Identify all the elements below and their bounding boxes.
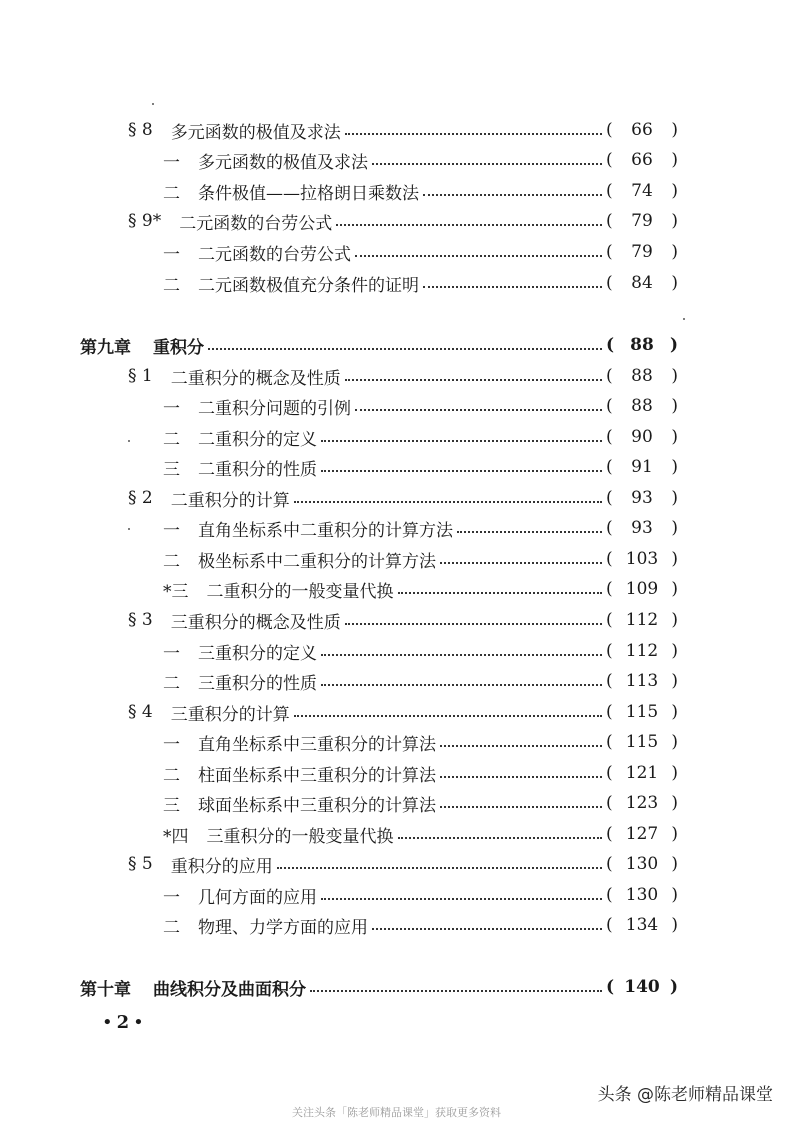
close-paren: ) [671,396,678,416]
toc-page-ref [606,181,678,201]
open-paren: ( [606,211,613,231]
toc-page-number: 130 [625,885,659,905]
dot-leader [372,163,602,165]
toc-title: 二重积分的概念及性质 [170,368,341,389]
toc-page-ref [606,427,678,447]
toc-title: 二重积分的性质 [198,459,317,480]
toc-title: 二重积分问题的引例 [198,398,351,419]
toc-number: 第十章 [80,979,131,1000]
bottom-note: 关注头条「陈老师精品课堂」获取更多资料 [292,1106,501,1119]
toc-chapter [80,330,678,360]
toc-page-ref [606,335,678,355]
close-paren: ) [671,579,678,599]
toc-section [128,605,678,635]
toc-number: § 9* [128,211,162,231]
toc-page-number: 90 [631,427,653,447]
toc-title: 二元函数的台劳公式 [198,244,351,265]
open-paren: ( [606,427,613,447]
toc-subsection [163,391,678,421]
toc-subsection [163,910,678,940]
close-paren: ) [671,488,678,508]
toc-title: 三重积分的概念及性质 [170,612,341,633]
toc-page-ref [606,671,678,691]
toc-page-ref [606,242,678,262]
toc-subsection [163,513,678,543]
open-paren: ( [606,120,613,140]
toc-number: 第九章 [80,337,131,358]
toc-page-number: 109 [625,579,659,599]
toc-page-number: 123 [625,793,659,813]
dot-leader [372,928,602,930]
toc-number: § 1 [128,366,153,386]
toc-page-ref [606,915,678,935]
close-paren: ) [671,211,678,231]
page-number: 2 [116,1012,130,1033]
close-paren: ) [671,885,678,905]
dot-leader [321,898,602,900]
close-paren: ) [671,366,678,386]
open-paren: ( [606,854,613,874]
open-paren: ( [606,915,613,935]
close-paren: ) [671,763,678,783]
open-paren: ( [606,885,613,905]
toc-subsection [163,758,678,788]
toc-page-ref [606,120,678,140]
toc-page-number: 79 [631,242,653,262]
toc-page-number: 121 [625,763,659,783]
toc-title: 直角坐标系中二重积分的计算方法 [198,520,453,541]
toc-chapter [80,972,678,1002]
toc-page-ref [606,579,678,599]
page-footer [98,1012,148,1033]
toc-page-ref [606,763,678,783]
toc-page-ref [606,549,678,569]
scan-speck [128,440,130,442]
toc-number: 二 [163,765,180,786]
open-paren: ( [606,150,613,170]
dot-leader [345,623,602,625]
toc-page-number: 127 [625,824,659,844]
toc-page-ref [606,854,678,874]
open-paren: ( [606,488,613,508]
footer-dash-left: • [102,1012,113,1033]
dot-leader [321,684,602,686]
toc-title: 几何方面的应用 [198,887,317,908]
toc-number: § 4 [128,702,153,722]
dot-leader [398,837,603,839]
toc-section [128,361,678,391]
toc-number: 三 [163,459,180,480]
close-paren: ) [671,824,678,844]
toc-number: 一 [163,520,180,541]
close-paren: ) [669,335,678,355]
toc-number: 三 [163,795,180,816]
open-paren: ( [606,793,613,813]
open-paren: ( [606,671,613,691]
toc-title: 二重积分的定义 [198,429,317,450]
open-paren: ( [606,977,615,997]
toc-number: 二 [163,183,180,204]
toc-title: 曲线积分及曲面积分 [153,979,306,1000]
close-paren: ) [671,793,678,813]
footer-dash-right: • [133,1012,144,1033]
dot-leader [440,806,602,808]
toc-number: § 2 [128,488,153,508]
watermark: 头条 @陈老师精品课堂 [597,1085,773,1105]
toc-title: 条件极值——拉格朗日乘数法 [198,183,419,204]
toc-number: 一 [163,734,180,755]
open-paren: ( [606,610,613,630]
toc-page-ref [606,273,678,293]
open-paren: ( [606,702,613,722]
toc-subsection [163,636,678,666]
dot-leader [336,224,602,226]
close-paren: ) [671,702,678,722]
toc-subsection [163,452,678,482]
close-paren: ) [671,457,678,477]
toc-page-number: 112 [625,641,659,661]
close-paren: ) [671,150,678,170]
open-paren: ( [606,763,613,783]
close-paren: ) [671,427,678,447]
open-paren: ( [606,732,613,752]
toc-section [128,206,678,236]
open-paren: ( [606,181,613,201]
toc-page-number: 84 [631,273,653,293]
scan-speck [128,528,130,530]
close-paren: ) [671,518,678,538]
toc-number: § 8 [128,120,153,140]
toc-number: 一 [163,152,180,173]
toc-number: 一 [163,244,180,265]
toc-page-ref [606,610,678,630]
open-paren: ( [606,824,613,844]
toc-number: 二 [163,429,180,450]
toc-page-ref [606,885,678,905]
open-paren: ( [606,641,613,661]
dot-leader [423,286,602,288]
toc-number: 一 [163,887,180,908]
toc-page-number: 112 [625,610,659,630]
toc-number: *四 [163,826,189,847]
dot-leader [321,440,602,442]
close-paren: ) [671,181,678,201]
toc-page-number: 115 [625,732,659,752]
toc-page-number: 91 [631,457,653,477]
open-paren: ( [606,457,613,477]
toc-title: 直角坐标系中三重积分的计算法 [198,734,436,755]
toc-section [128,115,678,145]
dot-leader [355,409,602,411]
toc-page-ref [606,518,678,538]
toc-section [128,483,678,513]
toc-page-ref [606,824,678,844]
close-paren: ) [671,641,678,661]
toc-page-number: 115 [625,702,659,722]
close-paren: ) [671,242,678,262]
close-paren: ) [671,120,678,140]
toc-number: 二 [163,551,180,572]
dot-leader [398,592,603,594]
toc-title: 二重积分的计算 [170,490,290,511]
toc-subsection [163,727,678,757]
open-paren: ( [606,518,613,538]
dot-leader [294,501,602,503]
dot-leader [277,867,602,869]
toc-title: 物理、力学方面的应用 [198,917,368,938]
toc-title: 柱面坐标系中三重积分的计算法 [198,765,436,786]
open-paren: ( [606,579,613,599]
toc-page-number: 140 [624,977,660,997]
dot-leader [310,990,602,992]
toc-subsection [163,819,678,849]
toc-page-ref [606,977,678,997]
toc-page-ref [606,457,678,477]
dot-leader [345,379,602,381]
toc-number: § 5 [128,854,153,874]
toc-page-ref [606,793,678,813]
dot-leader [457,531,602,533]
toc-title: 球面坐标系中三重积分的计算法 [198,795,436,816]
toc-page-ref [606,366,678,386]
toc-title: 二重积分的一般变量代换 [206,581,394,602]
close-paren: ) [671,671,678,691]
open-paren: ( [606,396,613,416]
toc-subsection [163,176,678,206]
dot-leader [321,470,602,472]
close-paren: ) [669,977,678,997]
toc-page-ref [606,702,678,722]
toc-title: 三重积分的计算 [170,704,290,725]
toc-number: 二 [163,275,180,296]
toc-page-number: 103 [625,549,659,569]
toc-subsection [163,145,678,175]
toc-title: 三重积分的一般变量代换 [206,826,394,847]
close-paren: ) [671,915,678,935]
toc-page-number: 66 [631,150,653,170]
toc-subsection [163,788,678,818]
toc-number: 二 [163,917,180,938]
toc-title: 多元函数的极值及求法 [198,152,368,173]
close-paren: ) [671,549,678,569]
toc-page-number: 66 [631,120,653,140]
toc-page-number: 88 [631,396,653,416]
toc-page-ref [606,211,678,231]
toc-page-ref [606,150,678,170]
toc-number: 一 [163,398,180,419]
dot-leader [294,715,602,717]
open-paren: ( [606,549,613,569]
toc-subsection [163,237,678,267]
toc-page-number: 79 [631,211,653,231]
toc-page-ref [606,488,678,508]
toc-number: *三 [163,581,189,602]
dot-leader [440,745,602,747]
toc-number: 一 [163,643,180,664]
toc-title: 极坐标系中二重积分的计算方法 [198,551,436,572]
open-paren: ( [606,273,613,293]
toc-page-number: 130 [625,854,659,874]
toc-subsection [163,544,678,574]
toc-page-number: 88 [630,335,654,355]
toc-title: 二元函数极值充分条件的证明 [198,275,419,296]
toc-page-ref [606,396,678,416]
dot-leader [440,776,602,778]
toc-title: 三重积分的性质 [198,673,317,694]
toc-subsection [163,574,678,604]
toc-subsection [163,880,678,910]
open-paren: ( [606,335,615,355]
toc-page-number: 113 [625,671,659,691]
toc-title: 二元函数的台劳公式 [179,213,333,234]
toc-page-number: 74 [631,181,653,201]
toc-page-number: 93 [631,518,653,538]
toc-subsection [163,268,678,298]
toc-title: 重积分的应用 [170,856,273,877]
open-paren: ( [606,366,613,386]
toc-title: 三重积分的定义 [198,643,317,664]
toc-page-number: 93 [631,488,653,508]
dot-leader [345,133,602,135]
toc-page-ref [606,641,678,661]
scan-speck [683,318,685,320]
close-paren: ) [671,610,678,630]
dot-leader [423,194,602,196]
close-paren: ) [671,732,678,752]
dot-leader [208,348,602,350]
toc-page-number: 134 [625,915,659,935]
toc-title: 重积分 [153,337,204,358]
toc-subsection [163,666,678,696]
toc-subsection [163,422,678,452]
close-paren: ) [671,854,678,874]
toc-page-ref [606,732,678,752]
toc-section [128,697,678,727]
toc-number: 二 [163,673,180,694]
toc-section [128,849,678,879]
toc-number: § 3 [128,610,153,630]
toc-title: 多元函数的极值及求法 [170,122,341,143]
close-paren: ) [671,273,678,293]
dot-leader [321,654,602,656]
dot-leader [440,562,602,564]
scan-speck [152,103,154,105]
open-paren: ( [606,242,613,262]
toc-page-number: 88 [631,366,653,386]
dot-leader [355,255,602,257]
